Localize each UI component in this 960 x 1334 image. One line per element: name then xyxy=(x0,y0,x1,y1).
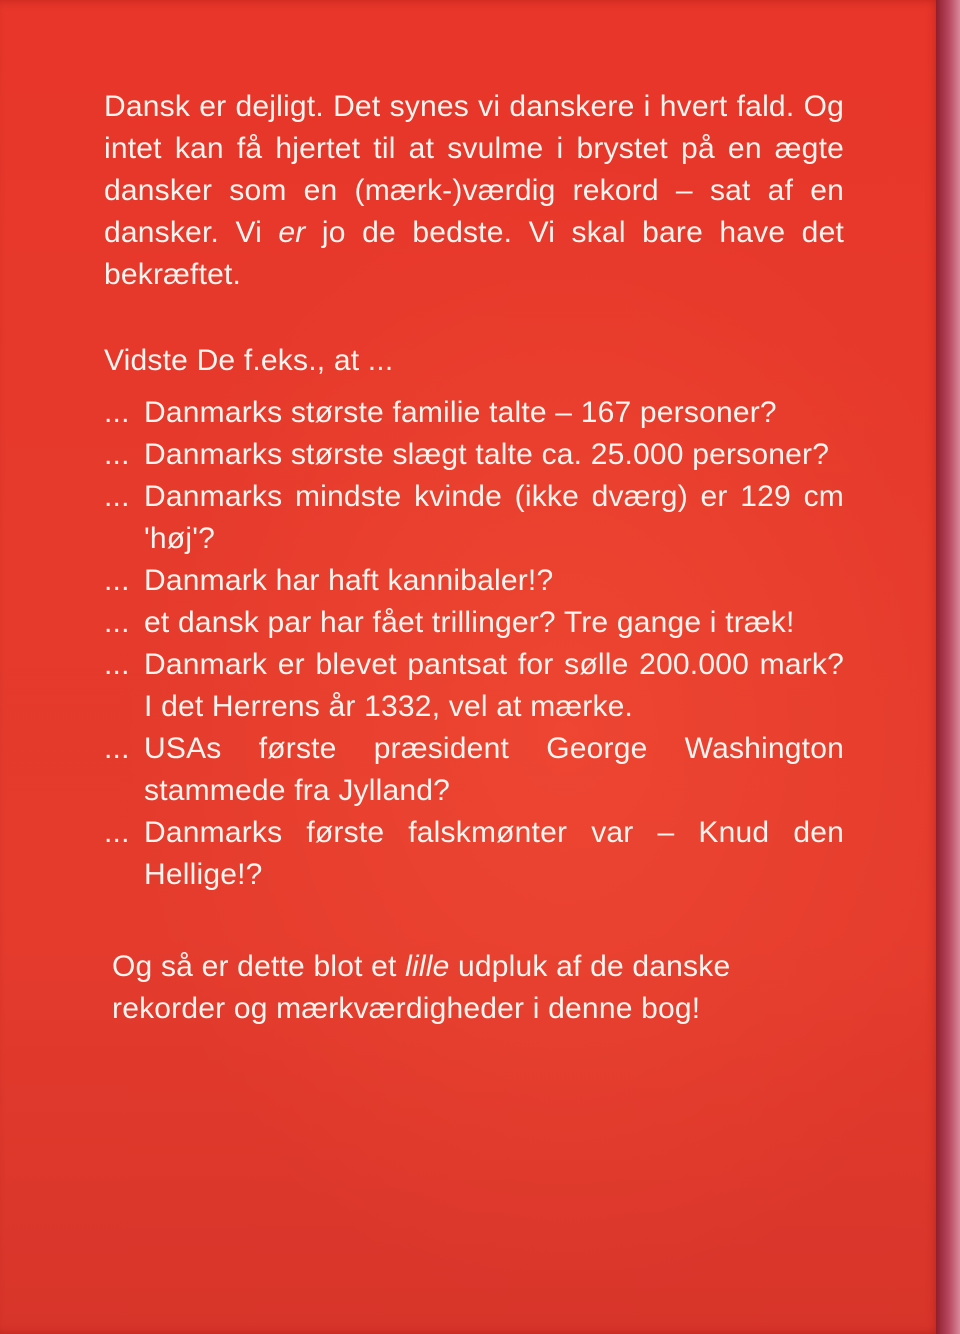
fact-ellipsis: ... xyxy=(104,606,130,639)
fact-item xyxy=(104,434,844,476)
fact-item xyxy=(104,812,844,896)
fact-list xyxy=(104,392,844,896)
intro-text-end: jo de bedste. Vi skal bare have det bekræftet. xyxy=(104,216,844,291)
outro-text-start: Og så er dette blot et xyxy=(112,950,406,983)
fact-text: Danmarks største slægt talte ca. 25.000 personer? xyxy=(144,438,830,471)
fact-ellipsis: ... xyxy=(104,732,130,765)
outro-paragraph xyxy=(112,946,844,1030)
fact-item xyxy=(104,476,844,560)
fact-ellipsis: ... xyxy=(104,438,130,471)
fact-item xyxy=(104,602,844,644)
fact-ellipsis: ... xyxy=(104,564,130,597)
fact-text: Danmark er blevet pantsat for sølle 200.000 mark? I det Herrens år 1332, vel at mærke. xyxy=(144,648,844,723)
intro-emphasis: er xyxy=(278,216,306,249)
outro-text-end: udpluk af de danske rekorder og mærkværdigheder i denne bog! xyxy=(112,950,731,1025)
fact-text: Danmark har haft kannibaler!? xyxy=(144,564,554,597)
fact-ellipsis: ... xyxy=(104,648,130,681)
intro-text-start: Dansk er dejligt. Det synes vi danskere i hvert fald. Og intet kan få hjertet til at svulme i brystet på en ægte dansker som en (mærk-)værdig rekord – sat af en dansker. Vi xyxy=(104,90,844,249)
fact-item xyxy=(104,728,844,812)
intro-paragraph xyxy=(104,86,844,296)
cover-text-block xyxy=(104,86,844,1030)
background-edge xyxy=(936,0,960,1334)
lead-line: Vidste De f.eks., at ... xyxy=(104,344,394,377)
fact-ellipsis: ... xyxy=(104,480,130,513)
fact-item xyxy=(104,392,844,434)
fact-text: et dansk par har fået trillinger? Tre gange i træk! xyxy=(144,606,795,639)
fact-text: Danmarks mindste kvinde (ikke dværg) er 129 cm 'høj'? xyxy=(144,480,844,555)
fact-text: Danmarks største familie talte – 167 personer? xyxy=(144,396,777,429)
fact-text: USAs første præsident George Washington stammede fra Jylland? xyxy=(144,732,844,807)
fact-item xyxy=(104,644,844,728)
fact-item xyxy=(104,560,844,602)
outro-emphasis: lille xyxy=(405,950,450,983)
fact-ellipsis: ... xyxy=(104,396,130,429)
fact-text: Danmarks første falskmønter var – Knud den Hellige!? xyxy=(144,816,844,891)
fact-ellipsis: ... xyxy=(104,816,130,849)
